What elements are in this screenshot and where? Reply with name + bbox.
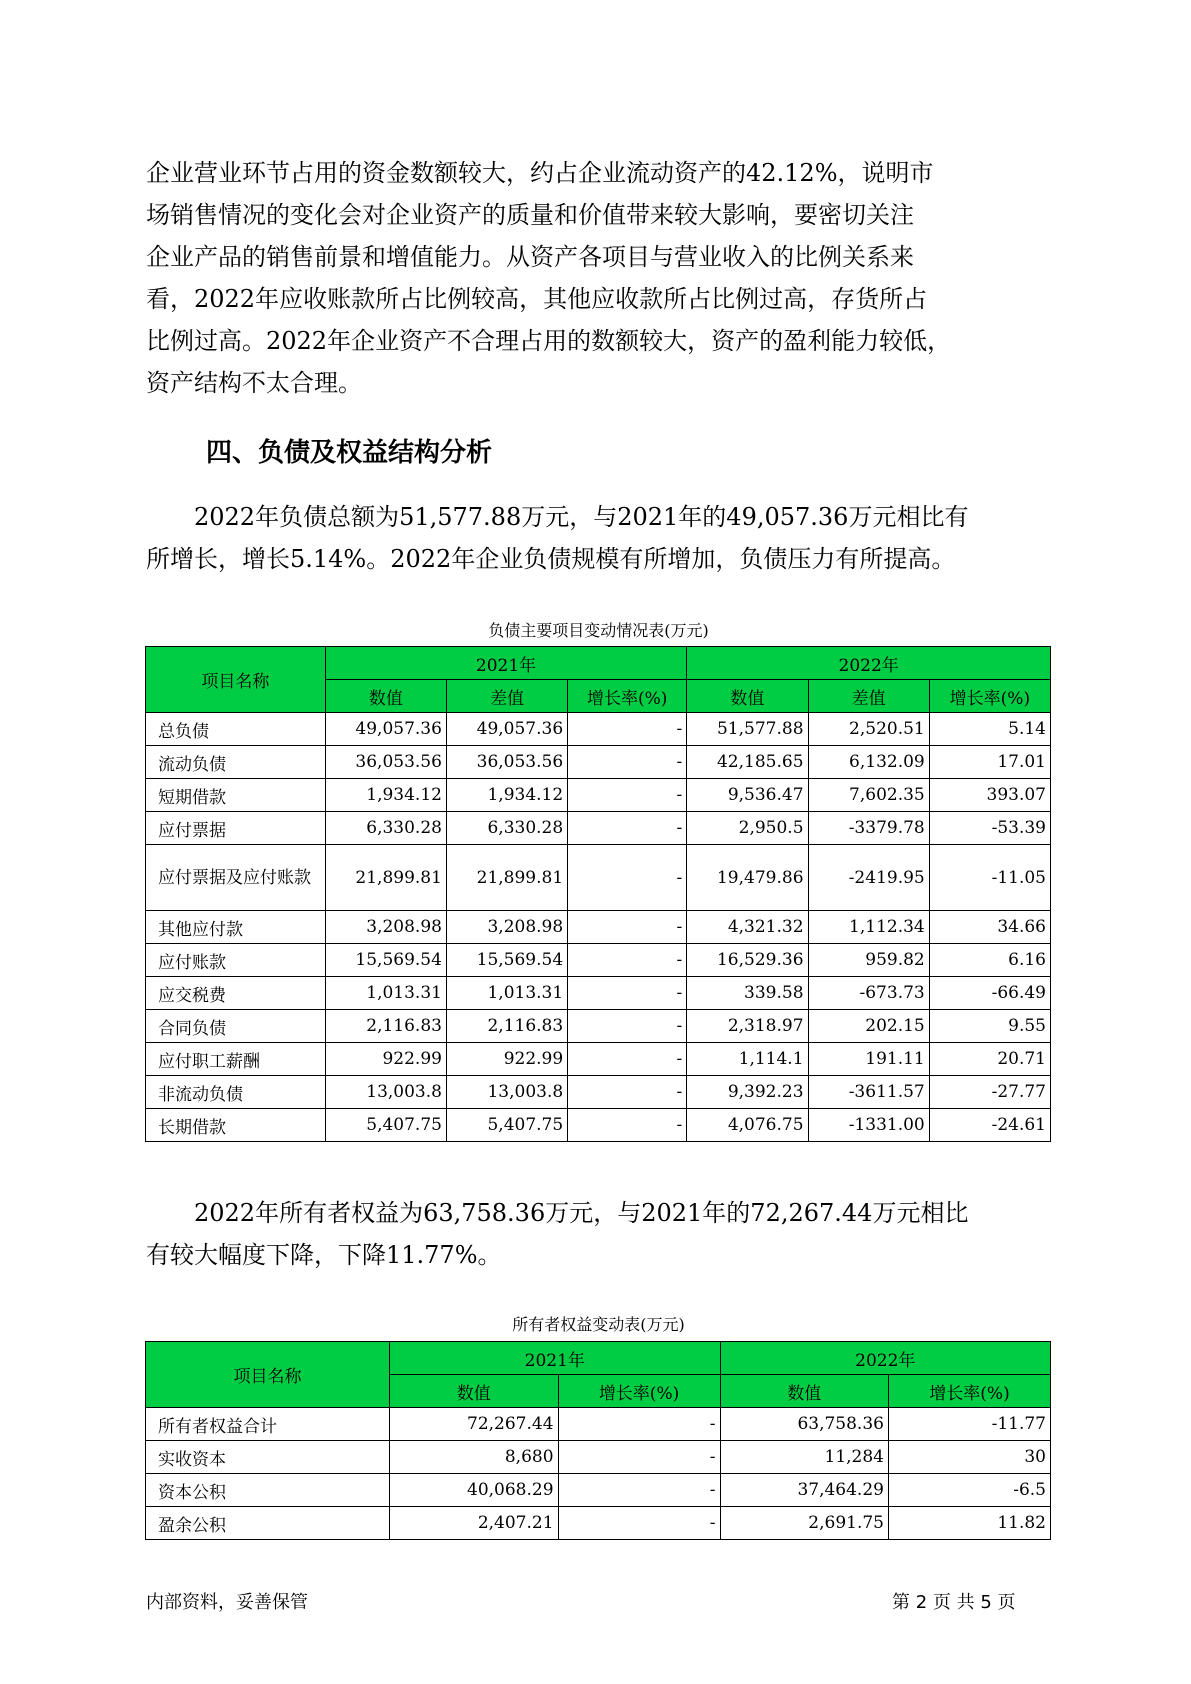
footer-confidential-note: 内部资料，妥善保管 — [146, 1592, 308, 1613]
value-cell: 3,208.98 — [446, 911, 567, 944]
value-cell: -1331.00 — [808, 1109, 929, 1142]
body-paragraph-asset-summary — [146, 152, 1051, 404]
value-cell: 16,529.36 — [687, 944, 808, 977]
row-label-cell: 流动负债 — [146, 746, 326, 779]
value-cell: 5,407.75 — [446, 1109, 567, 1142]
equity-table — [145, 1341, 1051, 1540]
table-row — [146, 812, 1051, 845]
text-line: 有较大幅度下降，下降11.77%。 — [146, 1241, 502, 1269]
text-line: 2022年负债总额为51,577.88万元，与2021年的49,057.36万元相比有 — [146, 503, 969, 531]
value-cell: 4,076.75 — [687, 1109, 808, 1142]
value-cell: - — [568, 1076, 687, 1109]
row-label-cell: 其他应付款 — [146, 911, 326, 944]
text-line: 场销售情况的变化会对企业资产的质量和价值带来较大影响，要密切关注 — [146, 201, 914, 229]
value-cell: 3,208.98 — [325, 911, 446, 944]
header-year-2021: 2021年 — [325, 647, 687, 680]
header-growth: 增长率(%) — [558, 1375, 720, 1408]
value-cell: 339.58 — [687, 977, 808, 1010]
value-cell: -66.49 — [929, 977, 1050, 1010]
value-cell: 6,330.28 — [325, 812, 446, 845]
value-cell: - — [568, 845, 687, 911]
value-cell: 36,053.56 — [325, 746, 446, 779]
table-row — [146, 1043, 1051, 1076]
row-label-cell: 总负债 — [146, 713, 326, 746]
value-cell: -53.39 — [929, 812, 1050, 845]
text-line: 看，2022年应收账款所占比例较高，其他应收款所占比例过高，存货所占 — [146, 285, 928, 313]
table-row — [146, 911, 1051, 944]
liabilities-table — [145, 646, 1051, 1142]
table-row — [146, 1076, 1051, 1109]
value-cell: - — [558, 1408, 720, 1441]
value-cell: 2,116.83 — [325, 1010, 446, 1043]
value-cell: 922.99 — [325, 1043, 446, 1076]
header-value: 数值 — [687, 680, 808, 713]
value-cell: -24.61 — [929, 1109, 1050, 1142]
value-cell: - — [568, 812, 687, 845]
value-cell: 1,114.1 — [687, 1043, 808, 1076]
value-cell: 20.71 — [929, 1043, 1050, 1076]
value-cell: 17.01 — [929, 746, 1050, 779]
table-row — [146, 1109, 1051, 1142]
row-label-cell: 实收资本 — [146, 1441, 390, 1474]
value-cell: 21,899.81 — [446, 845, 567, 911]
header-growth: 增长率(%) — [568, 680, 687, 713]
value-cell: - — [568, 1010, 687, 1043]
value-cell: - — [568, 713, 687, 746]
row-label-cell: 短期借款 — [146, 779, 326, 812]
body-paragraph-equity — [146, 1192, 1051, 1276]
value-cell: 6,132.09 — [808, 746, 929, 779]
value-cell: 1,934.12 — [325, 779, 446, 812]
header-item-name: 项目名称 — [146, 1342, 390, 1408]
value-cell: 15,569.54 — [325, 944, 446, 977]
value-cell: - — [558, 1507, 720, 1540]
value-cell: 63,758.36 — [720, 1408, 888, 1441]
table-row — [146, 746, 1051, 779]
value-cell: 37,464.29 — [720, 1474, 888, 1507]
value-cell: 2,691.75 — [720, 1507, 888, 1540]
value-cell: 959.82 — [808, 944, 929, 977]
row-label-cell: 所有者权益合计 — [146, 1408, 390, 1441]
value-cell: 7,602.35 — [808, 779, 929, 812]
value-cell: 8,680 — [390, 1441, 558, 1474]
value-cell: 42,185.65 — [687, 746, 808, 779]
row-label-cell: 合同负债 — [146, 1010, 326, 1043]
header-value: 数值 — [720, 1375, 888, 1408]
value-cell: 2,950.5 — [687, 812, 808, 845]
table-row — [146, 713, 1051, 746]
table-row — [146, 944, 1051, 977]
text-line: 2022年所有者权益为63,758.36万元，与2021年的72,267.44万元相比 — [146, 1199, 969, 1227]
table-row — [146, 1474, 1051, 1507]
header-year-2022: 2022年 — [687, 647, 1051, 680]
value-cell: 72,267.44 — [390, 1408, 558, 1441]
table-row — [146, 845, 1051, 911]
value-cell: 49,057.36 — [325, 713, 446, 746]
value-cell: 49,057.36 — [446, 713, 567, 746]
text-line: 所增长，增长5.14%。2022年企业负债规模有所增加，负债压力有所提高。 — [146, 545, 956, 573]
value-cell: 15,569.54 — [446, 944, 567, 977]
value-cell: 202.15 — [808, 1010, 929, 1043]
value-cell: 922.99 — [446, 1043, 567, 1076]
table-row — [146, 1010, 1051, 1043]
value-cell: 2,318.97 — [687, 1010, 808, 1043]
value-cell: 393.07 — [929, 779, 1050, 812]
value-cell: 4,321.32 — [687, 911, 808, 944]
value-cell: -673.73 — [808, 977, 929, 1010]
value-cell: -11.05 — [929, 845, 1050, 911]
value-cell: 21,899.81 — [325, 845, 446, 911]
value-cell: 6.16 — [929, 944, 1050, 977]
row-label-cell: 盈余公积 — [146, 1507, 390, 1540]
value-cell: 2,520.51 — [808, 713, 929, 746]
value-cell: - — [558, 1441, 720, 1474]
value-cell: - — [558, 1474, 720, 1507]
header-year-2022: 2022年 — [720, 1342, 1050, 1375]
value-cell: 9,536.47 — [687, 779, 808, 812]
footer-page-number: 第 2 页 共 5 页 — [892, 1592, 1016, 1613]
value-cell: -6.5 — [888, 1474, 1050, 1507]
row-label-cell: 应付职工薪酬 — [146, 1043, 326, 1076]
row-label-cell: 应付票据 — [146, 812, 326, 845]
row-label-cell: 资本公积 — [146, 1474, 390, 1507]
body-paragraph-liabilities — [146, 496, 1051, 580]
header-diff: 差值 — [808, 680, 929, 713]
header-value: 数值 — [325, 680, 446, 713]
value-cell: -3379.78 — [808, 812, 929, 845]
value-cell: 40,068.29 — [390, 1474, 558, 1507]
value-cell: - — [568, 746, 687, 779]
row-label-cell: 长期借款 — [146, 1109, 326, 1142]
header-value: 数值 — [390, 1375, 558, 1408]
value-cell: - — [568, 944, 687, 977]
value-cell: 13,003.8 — [446, 1076, 567, 1109]
value-cell: 1,013.31 — [446, 977, 567, 1010]
value-cell: -2419.95 — [808, 845, 929, 911]
value-cell: 19,479.86 — [687, 845, 808, 911]
value-cell: 34.66 — [929, 911, 1050, 944]
header-growth: 增长率(%) — [888, 1375, 1050, 1408]
text-line: 资产结构不太合理。 — [146, 369, 362, 397]
value-cell: 1,112.34 — [808, 911, 929, 944]
row-label-cell: 应付票据及应付账款 — [146, 845, 326, 911]
header-growth: 增长率(%) — [929, 680, 1050, 713]
row-label-cell: 应交税费 — [146, 977, 326, 1010]
value-cell: 11,284 — [720, 1441, 888, 1474]
value-cell: 30 — [888, 1441, 1050, 1474]
value-cell: 11.82 — [888, 1507, 1050, 1540]
value-cell: 36,053.56 — [446, 746, 567, 779]
table-row — [146, 977, 1051, 1010]
value-cell: - — [568, 1043, 687, 1076]
header-year-2021: 2021年 — [390, 1342, 720, 1375]
value-cell: 51,577.88 — [687, 713, 808, 746]
value-cell: 1,013.31 — [325, 977, 446, 1010]
value-cell: 13,003.8 — [325, 1076, 446, 1109]
value-cell: 5,407.75 — [325, 1109, 446, 1142]
table-row — [146, 1507, 1051, 1540]
value-cell: - — [568, 779, 687, 812]
row-label-cell: 应付账款 — [146, 944, 326, 977]
table-row — [146, 779, 1051, 812]
table-row — [146, 1441, 1051, 1474]
text-line: 企业产品的销售前景和增值能力。从资产各项目与营业收入的比例关系来 — [146, 243, 914, 271]
text-line: 企业营业环节占用的资金数额较大，约占企业流动资产的42.12%，说明市 — [146, 159, 934, 187]
value-cell: 6,330.28 — [446, 812, 567, 845]
table-caption-equity: 所有者权益变动表(万元) — [512, 1315, 685, 1334]
value-cell: 2,407.21 — [390, 1507, 558, 1540]
value-cell: 5.14 — [929, 713, 1050, 746]
value-cell: - — [568, 911, 687, 944]
value-cell: 9,392.23 — [687, 1076, 808, 1109]
value-cell: -27.77 — [929, 1076, 1050, 1109]
section-heading: 四、负债及权益结构分析 — [206, 438, 493, 468]
value-cell: - — [568, 977, 687, 1010]
value-cell: 1,934.12 — [446, 779, 567, 812]
value-cell: -11.77 — [888, 1408, 1050, 1441]
text-line: 比例过高。2022年企业资产不合理占用的数额较大，资产的盈利能力较低， — [146, 327, 952, 355]
row-label-cell: 非流动负债 — [146, 1076, 326, 1109]
header-item-name: 项目名称 — [146, 647, 326, 713]
table-row — [146, 1408, 1051, 1441]
value-cell: 9.55 — [929, 1010, 1050, 1043]
value-cell: -3611.57 — [808, 1076, 929, 1109]
value-cell: 2,116.83 — [446, 1010, 567, 1043]
value-cell: - — [568, 1109, 687, 1142]
header-diff: 差值 — [446, 680, 567, 713]
value-cell: 191.11 — [808, 1043, 929, 1076]
table-caption-liabilities: 负债主要项目变动情况表(万元) — [488, 621, 709, 640]
